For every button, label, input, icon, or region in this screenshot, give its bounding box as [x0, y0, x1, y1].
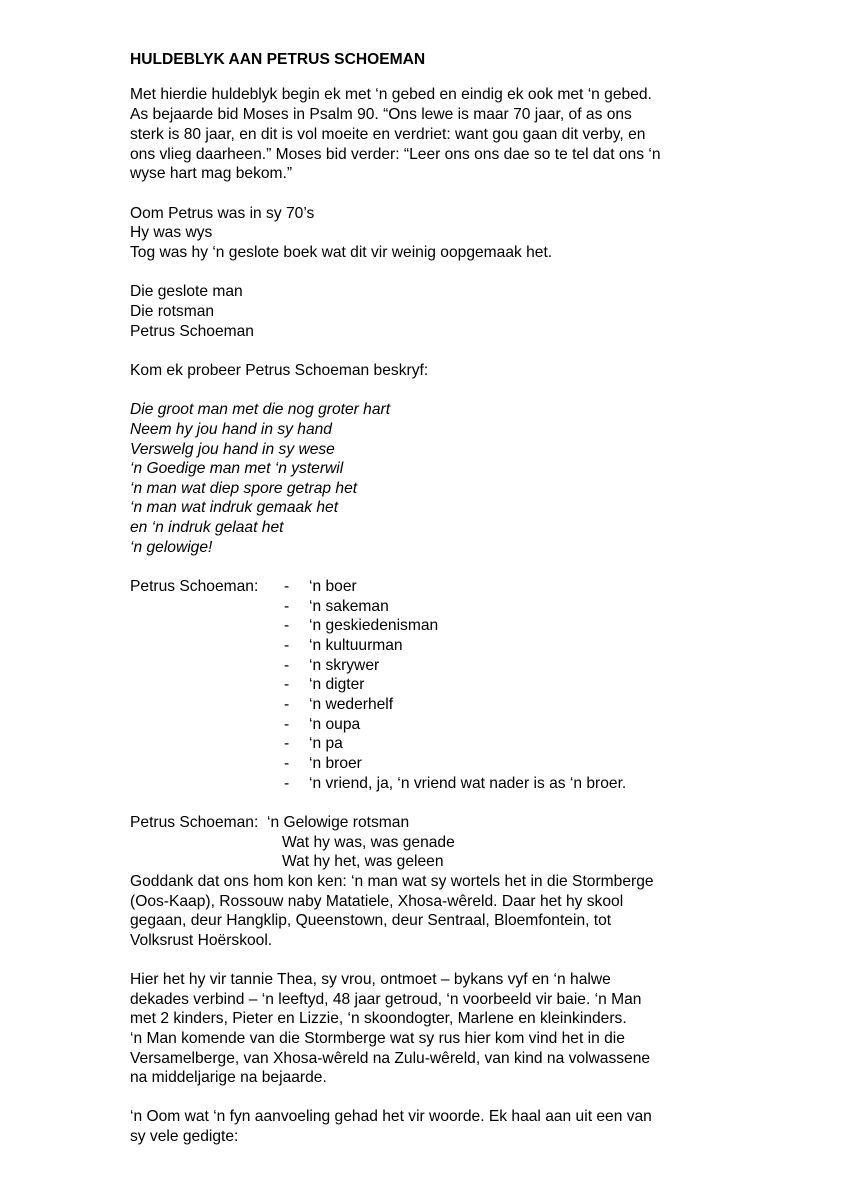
list-item: ‘n oupa — [309, 716, 361, 733]
poem-line: ‘n gelowige! — [130, 539, 213, 556]
list-bullet: - — [284, 657, 290, 674]
text-line: Goddank dat ons hom kon ken: ‘n man wat sy wortels het in die Stormberge — [130, 873, 654, 890]
text-line: na middeljarige na bejaarde. — [130, 1069, 327, 1086]
text-line: Die geslote man — [130, 283, 243, 300]
list-item: ‘n wederhelf — [309, 696, 394, 713]
poem-line: ‘n Goedige man met ‘n ysterwil — [130, 460, 344, 477]
list-item: ‘n digter — [309, 676, 365, 693]
text-line: Tog was hy ‘n geslote boek wat dit vir weinig oopgemaak het. — [130, 244, 553, 261]
text-line: ons vlieg daarheen.” Moses bid verder: “Leer ons ons dae so te tel dat ons ‘n — [130, 146, 661, 163]
poem-line: Die groot man met die nog groter hart — [130, 401, 391, 418]
list-item: ‘n kultuurman — [309, 637, 403, 654]
rock-label: Petrus Schoeman: — [130, 814, 259, 831]
rock-line: Wat hy was, was genade — [282, 834, 455, 851]
list-item: ‘n pa — [309, 735, 343, 752]
list-item: ‘n boer — [309, 578, 357, 595]
list-bullet: - — [284, 735, 290, 752]
text-line: Hy was wys — [130, 224, 213, 241]
text-line: Met hierdie huldeblyk begin ek met ‘n gebed en eindig ek ook met ‘n gebed. — [130, 86, 652, 103]
poem-line: ‘n man wat diep spore getrap het — [130, 480, 358, 497]
text-line: Oom Petrus was in sy 70’s — [130, 205, 315, 222]
list-item: ‘n vriend, ja, ‘n vriend wat nader is as ‘n broer. — [309, 775, 627, 792]
text-line: Volksrust Hoërskool. — [130, 932, 273, 949]
list-item: ‘n geskiedenisman — [309, 617, 439, 634]
list-bullet: - — [284, 637, 290, 654]
list-bullet: - — [284, 775, 290, 792]
text-line: Versamelberge, van Xhosa-wêreld na Zulu-wêreld, van kind na volwassene — [130, 1050, 651, 1067]
text-line: ‘n Man komende van die Stormberge wat sy rus hier kom vind het in die — [130, 1030, 625, 1047]
text-line: met 2 kinders, Pieter en Lizzie, ‘n skoondogter, Marlene en kleinkinders. — [130, 1010, 627, 1027]
text-line: Petrus Schoeman — [130, 323, 254, 340]
text-line: ‘n Oom wat ‘n fyn aanvoeling gehad het vir woorde. Ek haal aan uit een van — [130, 1108, 652, 1125]
list-bullet: - — [284, 716, 290, 733]
poem-line: ‘n man wat indruk gemaak het — [130, 499, 339, 516]
text-line: Hier het hy vir tannie Thea, sy vrou, ontmoet – bykans vyf en ‘n halwe — [130, 971, 611, 988]
poem-line: Verswelg jou hand in sy wese — [130, 441, 335, 458]
text-line: gegaan, deur Hangklip, Queenstown, deur Sentraal, Bloemfontein, tot — [130, 912, 612, 929]
text-line: Die rotsman — [130, 303, 215, 320]
rock-line: Wat hy het, was geleen — [282, 853, 444, 870]
text-line: wyse hart mag bekom.” — [130, 165, 293, 182]
rock-line: ‘n Gelowige rotsman — [267, 814, 410, 831]
text-line: As bejaarde bid Moses in Psalm 90. “Ons lewe is maar 70 jaar, of as ons — [130, 106, 632, 123]
list-bullet: - — [284, 755, 290, 772]
list-bullet: - — [284, 578, 290, 595]
list-item: ‘n sakeman — [309, 598, 389, 615]
describe-line: Kom ek probeer Petrus Schoeman beskryf: — [130, 362, 429, 379]
text-line: dekades verbind – ‘n leeftyd, 48 jaar getroud, ‘n voorbeeld vir baie. ‘n Man — [130, 991, 642, 1008]
list-bullet: - — [284, 696, 290, 713]
list-item: ‘n broer — [309, 755, 362, 772]
poem-line: en ‘n indruk gelaat het — [130, 519, 284, 536]
page-title: HULDEBLYK AAN PETRUS SCHOEMAN — [130, 51, 426, 68]
list-item: ‘n skrywer — [309, 657, 380, 674]
poem-line: Neem hy jou hand in sy hand — [130, 421, 332, 438]
roles-label: Petrus Schoeman: — [130, 578, 259, 595]
text-line: (Oos-Kaap), Rossouw naby Matatiele, Xhosa-wêreld. Daar het hy skool — [130, 893, 624, 910]
text-line: sterk is 80 jaar, en dit is vol moeite en verdriet: want gou gaan dit verby, en — [130, 126, 646, 143]
list-bullet: - — [284, 598, 290, 615]
list-bullet: - — [284, 676, 290, 693]
text-line: sy vele gedigte: — [130, 1128, 239, 1145]
list-bullet: - — [284, 617, 290, 634]
